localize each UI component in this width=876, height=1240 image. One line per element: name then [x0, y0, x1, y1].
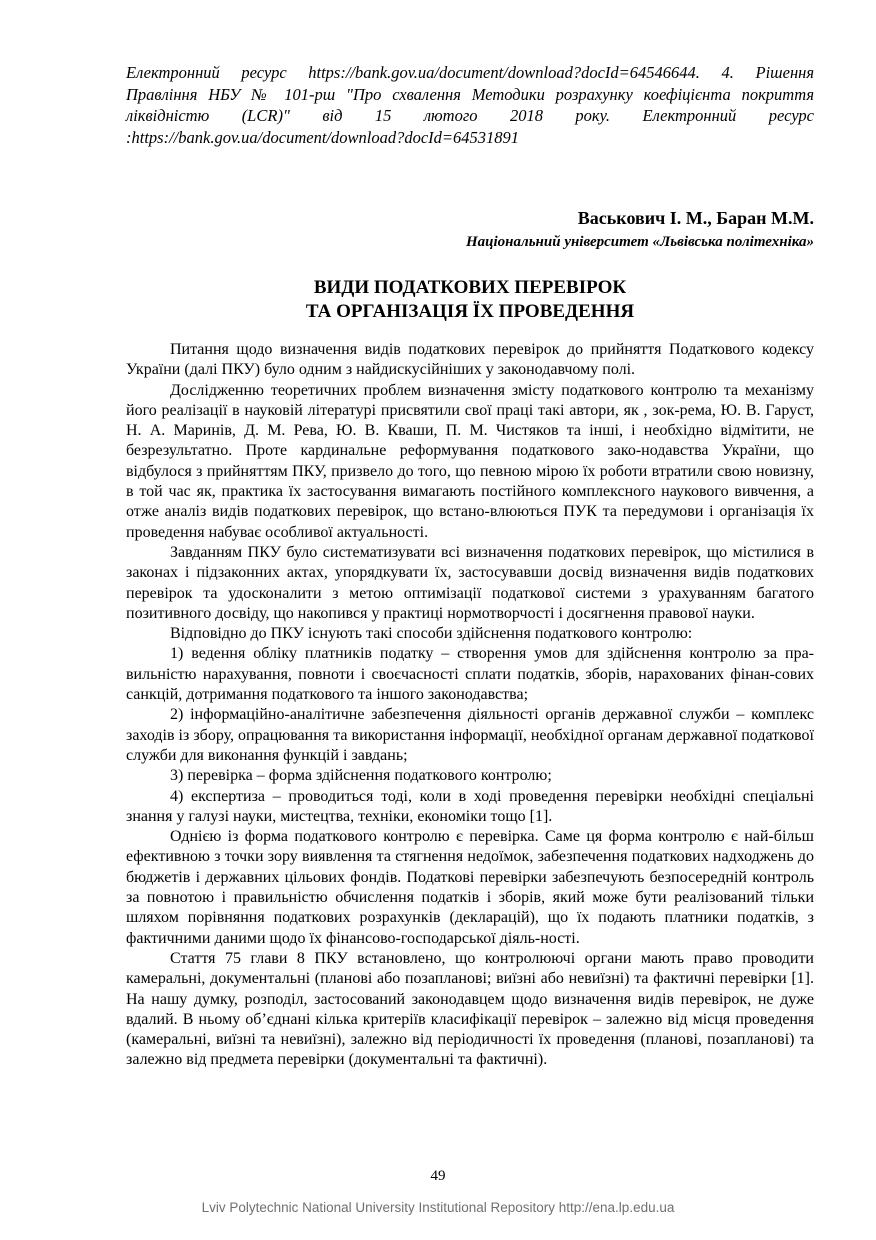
affiliation: Національний університет «Львівська політехніка» [466, 234, 814, 250]
article-body [126, 340, 814, 1071]
repository-footer: Lviv Polytechnic National University Institutional Repository http://ena.lp.edu.ua [201, 1200, 675, 1215]
paragraph: Стаття 75 глави 8 ПКУ встановлено, що контролюючі органи мають право проводити камеральні, документальні (планові або позапланові; виїзні або невиїзні) та фактичні перевірки [1]. На нашу думку, розподіл, застосований законодавцем щодо визначення видів перевірок, не дуже вдалий. В ньому об’єднані кілька критеріїв класифікації перевірок – залежно від місця проведення (камеральні, виїзні та невиїзні), залежно від періодичності їх проведення (планові, позапланові) та залежно від предмета перевірки (документальні та фактичні). [126, 949, 814, 1069]
paragraph: Питання щодо визначення видів податкових перевірок до прийняття Податкового кодексу України (далі ПКУ) було одним з найдискусійніших у законодавчому полі. [126, 341, 814, 379]
paragraph: Завданням ПКУ було систематизувати всі визначення податкових перевірок, що містилися в законах і підзаконних актах, упорядкувати їх, застосувавши досвід визначення видів податкових перевірок та удосконалити з метою оптимізації податкової системи з урахуванням багатого позитивного досвіду, що накопився у практиці нормотворчості і досягнення правової науки. [126, 543, 814, 622]
title-line-1: ВИДИ ПОДАТКОВИХ ПЕРЕВІРОК [313, 277, 627, 298]
paragraph: Дослідженню теоретичних проблем визначення змісту податкового контролю та механізму його реалізації в науковій літературі присвятили свої праці такі автори, як , зок-рема, Ю. В. Гаруст, Н. А. Маринів, Д. М. Рева, Ю. В. Кваши, П. М. Чистяков та інші, і необхідно відмітити, не безрезультатно. Проте кардинальне реформування податкового зако-нодавства України, що відбулося з прийняттям ПКУ, призвело до того, що певною мірою їх роботи втратили свою новизну, в той час як, практика їх застосування вимагають постійного комплексного наукового вивчення, а отже аналіз видів податкових перевірок, що встано-влюються ПУК та передумови і організація їх проведення набуває особливої актуальності. [126, 381, 814, 541]
authors: Васькович І. М., Баран М.М. [577, 208, 814, 228]
article-title [126, 276, 814, 324]
list-item: 4) експертиза – проводиться тоді, коли в ході проведення перевірки необхідні спеціальні знання у галузі науки, мистецтва, техніки, економіки тощо [1]. [126, 787, 814, 825]
paragraph: Однією із форма податкового контролю є перевірка. Саме ця форма контролю є най-більш ефективною з точки зору виявлення та стягнення недоїмок, забезпечення податкових надходжень до бюджетів і державних цільових фондів. Податкові перевірки забезпечують безпосередній контроль за повнотою і правильністю обчислення податків і зборів, який може бути реалізований тільки шляхом порівняння податкових розрахунків (декларацій), що їх подають платники податків, з фактичними даними щодо їх фінансово-господарської діяль-ності. [126, 828, 814, 947]
list-item: 1) ведення обліку платників податку – створення умов для здійснення контролю за пра-вильністю нарахування, повноти і своєчасності сплати податків, зборів, нарахованих фінан-сових санкцій, дотримання податкового та іншого законодавства; [126, 645, 814, 704]
reference-continuation: Електронний ресурс https://bank.gov.ua/document/download?docId=64546644. 4. Рішення Правління НБУ № 101-рш "Про схвалення Методики розрахунку коефіцієнта покриття ліквідністю (LCR)" від 15 лютого 2018 року. Електронний ресурс :https://bank.gov.ua/document/download?docId=64531891 [126, 63, 814, 147]
list-item: 2) інформаційно-аналітичне забезпечення діяльності органів державної служби – комплекс заходів із збору, опрацювання та використання інформації, необхідної органам державної податкової служби для виконання функцій і завдань; [126, 706, 814, 764]
paragraph: Відповідно до ПКУ існують такі способи здійснення податкового контролю: [170, 625, 693, 643]
page-number: 49 [430, 1168, 446, 1184]
list-item: 3) перевірка – форма здійснення податкового контролю; [170, 767, 552, 785]
title-line-2: ТА ОРГАНІЗАЦІЯ ЇХ ПРОВЕДЕННЯ [305, 301, 635, 322]
